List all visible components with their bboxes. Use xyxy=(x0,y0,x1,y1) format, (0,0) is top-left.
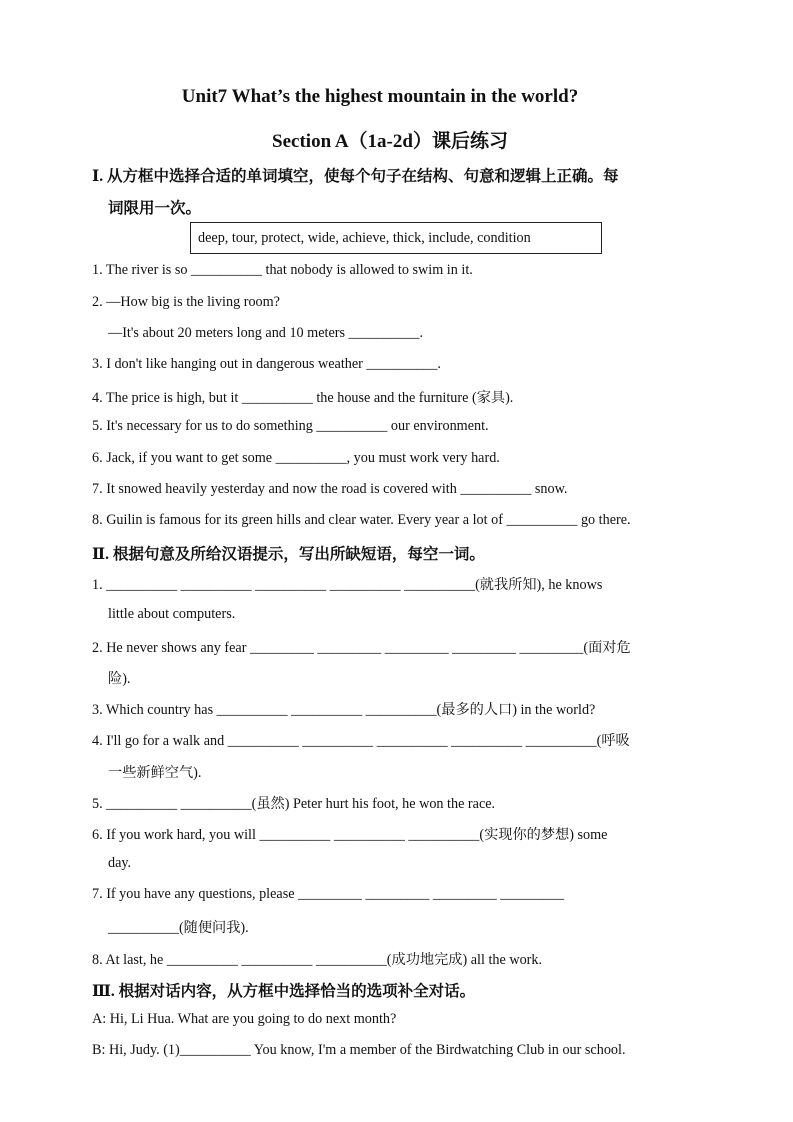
part2-item-6: 6. If you work hard, you will __________ __________ __________(实现你的梦想) some xyxy=(92,827,608,843)
part2-item-2-cont: 险). xyxy=(108,671,131,687)
part2-item-7: 7. If you have any questions, please _________ _________ _________ _________ xyxy=(92,886,565,902)
part1-item-2: 2. —How big is the living room? xyxy=(92,294,280,310)
part2-item-5: 5. __________ __________(虽然) Peter hurt his foot, he won the race. xyxy=(92,796,496,812)
part1-item-2-answer: —It's about 20 meters long and 10 meters __________. xyxy=(108,325,424,341)
part1-item-6: 6. Jack, if you want to get some __________, you must work very hard. xyxy=(92,450,500,466)
page-subtitle: Section A（1a-2d）课后练习 xyxy=(272,131,508,152)
part2-item-1-cont: little about computers. xyxy=(108,606,236,622)
dialogue-line-b: B: Hi, Judy. (1)__________ You know, I'm a member of the Birdwatching Club in our school. xyxy=(92,1042,626,1058)
part1-heading: Ⅰ. 从方框中选择合适的单词填空，使每个句子在结构、句意和逻辑上正确。每 xyxy=(92,168,619,185)
part1-item-1: 1. The river is so __________ that nobody is allowed to swim in it. xyxy=(92,262,473,278)
part2-item-3: 3. Which country has __________ __________ __________(最多的人口) in the world? xyxy=(92,702,596,718)
part2-item-8: 8. At last, he __________ __________ __________(成功地完成) all the work. xyxy=(92,952,543,968)
part2-heading: Ⅱ. 根据句意及所给汉语提示，写出所缺短语，每空一词。 xyxy=(92,546,485,563)
part1-item-8: 8. Guilin is famous for its green hills and clear water. Every year a lot of __________ go there. xyxy=(92,512,631,528)
part2-item-4-cont: 一些新鲜空气). xyxy=(108,765,202,781)
part1-item-4: 4. The price is high, but it __________ the house and the furniture (家具). xyxy=(92,390,514,406)
part1-heading-cont: 词限用一次。 xyxy=(108,200,202,217)
part2-item-1: 1. __________ __________ __________ __________ __________(就我所知), he knows xyxy=(92,577,603,593)
word-box: deep, tour, protect, wide, achieve, thick, include, condition xyxy=(190,222,602,254)
part2-item-4: 4. I'll go for a walk and __________ __________ __________ __________ __________(呼吸 xyxy=(92,733,630,749)
part2-item-7-cont: __________(随便问我). xyxy=(108,920,249,936)
part1-item-3: 3. I don't like hanging out in dangerous weather __________. xyxy=(92,356,441,372)
part2-item-2: 2. He never shows any fear _________ _________ _________ _________ _________(面对危 xyxy=(92,640,631,656)
page-title: Unit7 What’s the highest mountain in the world? xyxy=(181,86,579,107)
part3-heading: Ⅲ. 根据对话内容，从方框中选择恰当的选项补全对话。 xyxy=(92,983,476,1000)
part1-item-5: 5. It's necessary for us to do something __________ our environment. xyxy=(92,418,489,434)
part1-item-7: 7. It snowed heavily yesterday and now the road is covered with __________ snow. xyxy=(92,481,568,497)
part2-item-6-cont: day. xyxy=(108,855,132,871)
dialogue-line-a: A: Hi, Li Hua. What are you going to do next month? xyxy=(92,1011,397,1027)
